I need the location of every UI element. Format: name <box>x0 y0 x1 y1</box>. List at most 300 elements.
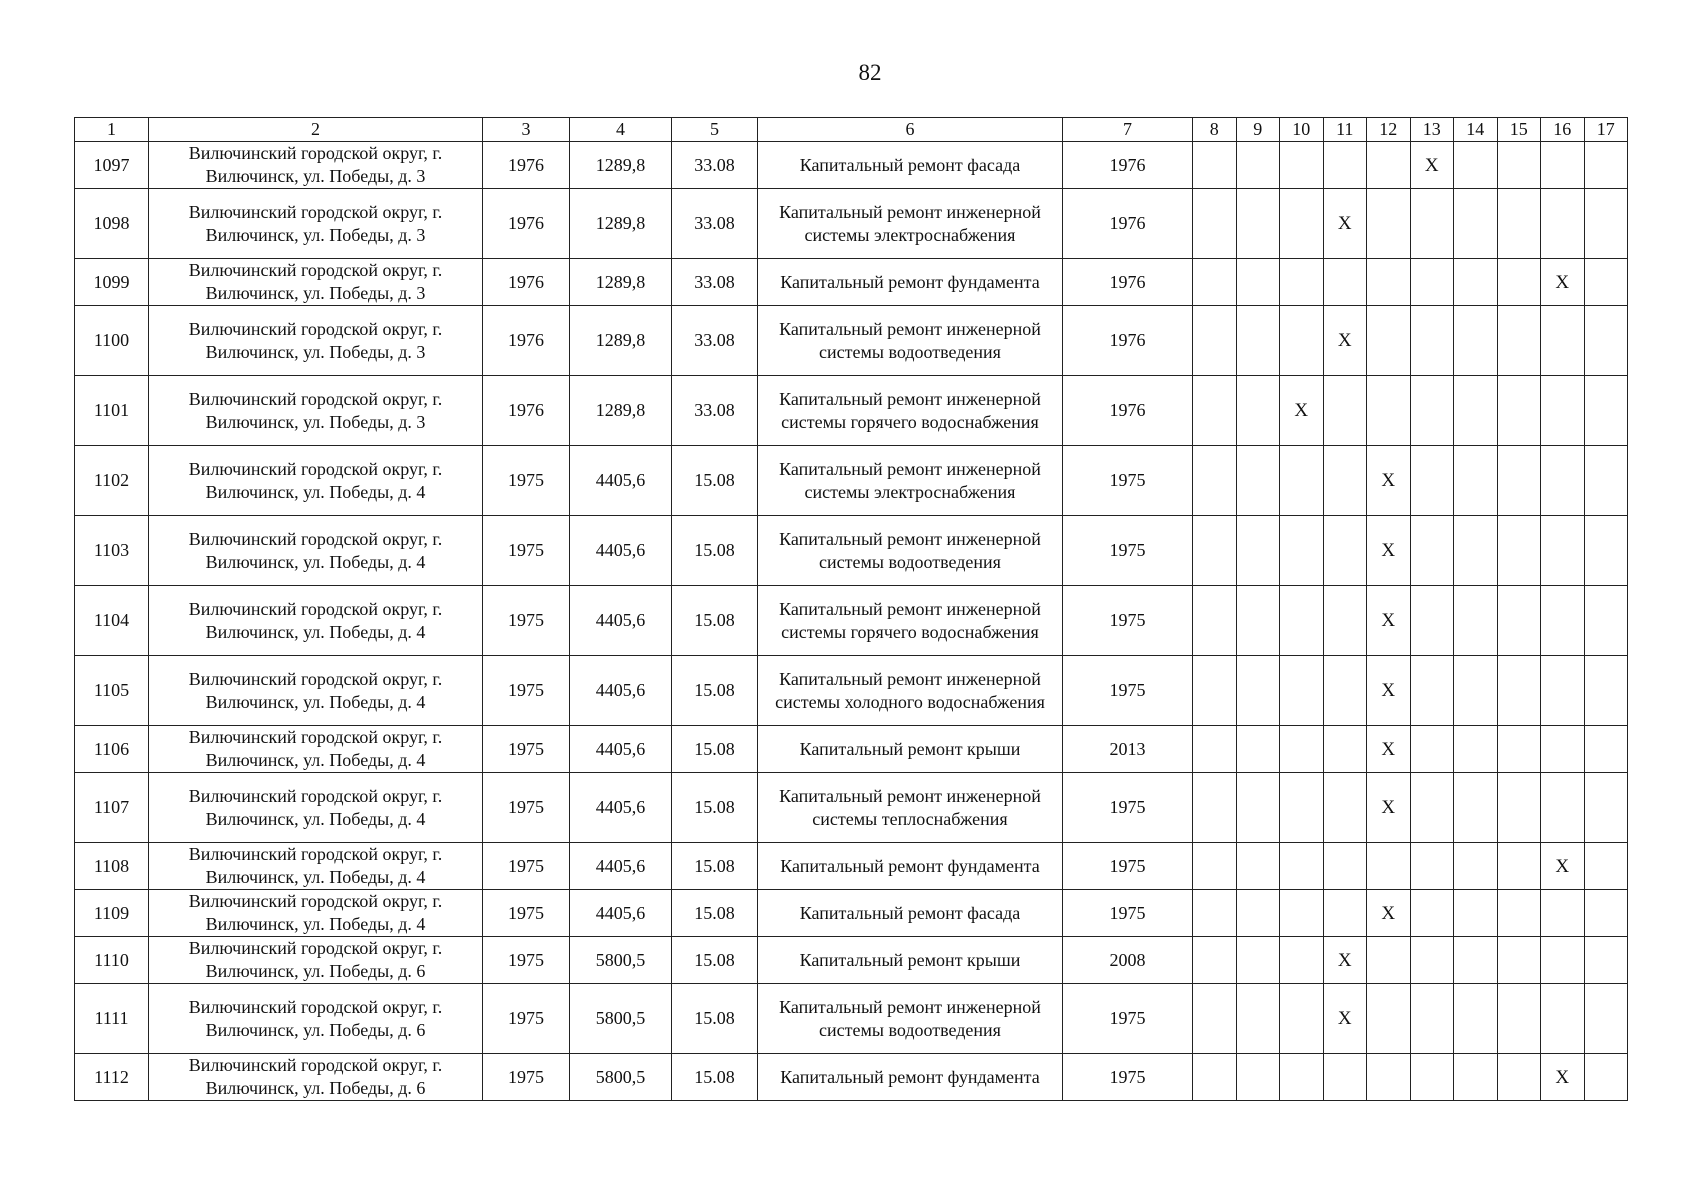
year-built-cell: 1976 <box>483 142 570 189</box>
work-type-cell: Капитальный ремонт фасада <box>758 142 1063 189</box>
schedule-cell-col-11 <box>1323 259 1367 306</box>
schedule-mark: X <box>1367 773 1411 843</box>
schedule-cell-col-12 <box>1367 189 1411 259</box>
schedule-cell-col-17 <box>1584 189 1628 259</box>
area-cell: 1289,8 <box>570 189 672 259</box>
table-row <box>75 259 1628 306</box>
work-type-cell: Капитальный ремонт крыши <box>758 937 1063 984</box>
schedule-cell-col-14 <box>1454 843 1498 890</box>
area-cell: 5800,5 <box>570 1054 672 1101</box>
table-row <box>75 516 1628 586</box>
table-row <box>75 306 1628 376</box>
schedule-cell-col-13 <box>1410 259 1454 306</box>
schedule-cell-col-11 <box>1323 1054 1367 1101</box>
schedule-cell-col-10 <box>1280 984 1324 1054</box>
schedule-cell-col-15 <box>1497 1054 1541 1101</box>
schedule-cell-col-12 <box>1367 142 1411 189</box>
row-number-cell: 1101 <box>75 376 149 446</box>
column-header-6: 6 <box>758 118 1063 142</box>
schedule-cell-col-9 <box>1236 984 1280 1054</box>
column-header-2: 2 <box>149 118 483 142</box>
table-row <box>75 726 1628 773</box>
address-cell: Вилючинский городской округ, г. Вилючинск, ул. Победы, д. 4 <box>149 446 483 516</box>
schedule-cell-col-10 <box>1280 516 1324 586</box>
year-built-cell: 1975 <box>483 984 570 1054</box>
column-header-16: 16 <box>1541 118 1585 142</box>
schedule-cell-col-15 <box>1497 843 1541 890</box>
column-header-9: 9 <box>1236 118 1280 142</box>
schedule-cell-col-10 <box>1280 773 1324 843</box>
address-cell: Вилючинский городской округ, г. Вилючинск, ул. Победы, д. 6 <box>149 1054 483 1101</box>
page-number: 82 <box>858 60 882 85</box>
code-cell: 33.08 <box>672 376 758 446</box>
column-header-13: 13 <box>1410 118 1454 142</box>
schedule-cell-col-15 <box>1497 259 1541 306</box>
table-row <box>75 773 1628 843</box>
schedule-cell-col-9 <box>1236 259 1280 306</box>
schedule-cell-col-13 <box>1410 516 1454 586</box>
schedule-cell-col-16 <box>1541 937 1585 984</box>
schedule-cell-col-14 <box>1454 656 1498 726</box>
schedule-cell-col-17 <box>1584 142 1628 189</box>
column-header-4: 4 <box>570 118 672 142</box>
schedule-cell-col-14 <box>1454 142 1498 189</box>
schedule-cell-col-9 <box>1236 189 1280 259</box>
year-repair-cell: 1975 <box>1063 843 1193 890</box>
schedule-cell-col-8 <box>1193 984 1237 1054</box>
schedule-cell-col-12 <box>1367 306 1411 376</box>
schedule-cell-col-15 <box>1497 586 1541 656</box>
schedule-cell-col-17 <box>1584 843 1628 890</box>
schedule-cell-col-9 <box>1236 1054 1280 1101</box>
schedule-mark: X <box>1280 376 1324 446</box>
area-cell: 4405,6 <box>570 446 672 516</box>
schedule-cell-col-14 <box>1454 586 1498 656</box>
year-repair-cell: 1975 <box>1063 984 1193 1054</box>
year-repair-cell: 1975 <box>1063 656 1193 726</box>
table-header <box>75 118 1628 142</box>
column-header-14: 14 <box>1454 118 1498 142</box>
schedule-cell-col-16 <box>1541 189 1585 259</box>
schedule-cell-col-8 <box>1193 189 1237 259</box>
code-cell: 15.08 <box>672 586 758 656</box>
address-cell: Вилючинский городской округ, г. Вилючинск, ул. Победы, д. 6 <box>149 937 483 984</box>
area-cell: 4405,6 <box>570 890 672 937</box>
area-cell: 5800,5 <box>570 937 672 984</box>
schedule-cell-col-17 <box>1584 984 1628 1054</box>
schedule-cell-col-17 <box>1584 586 1628 656</box>
address-cell: Вилючинский городской округ, г. Вилючинск, ул. Победы, д. 3 <box>149 259 483 306</box>
code-cell: 33.08 <box>672 142 758 189</box>
schedule-cell-col-14 <box>1454 984 1498 1054</box>
area-cell: 4405,6 <box>570 726 672 773</box>
schedule-cell-col-14 <box>1454 189 1498 259</box>
schedule-cell-col-13 <box>1410 726 1454 773</box>
schedule-cell-col-10 <box>1280 937 1324 984</box>
schedule-cell-col-11 <box>1323 726 1367 773</box>
schedule-mark: X <box>1367 890 1411 937</box>
schedule-cell-col-15 <box>1497 306 1541 376</box>
schedule-cell-col-9 <box>1236 516 1280 586</box>
schedule-cell-col-11 <box>1323 656 1367 726</box>
year-built-cell: 1976 <box>483 259 570 306</box>
schedule-cell-col-15 <box>1497 937 1541 984</box>
schedule-cell-col-14 <box>1454 306 1498 376</box>
schedule-cell-col-10 <box>1280 446 1324 516</box>
schedule-cell-col-13 <box>1410 446 1454 516</box>
row-number-cell: 1103 <box>75 516 149 586</box>
table-row <box>75 890 1628 937</box>
schedule-cell-col-9 <box>1236 726 1280 773</box>
schedule-cell-col-17 <box>1584 656 1628 726</box>
year-built-cell: 1975 <box>483 890 570 937</box>
schedule-cell-col-15 <box>1497 189 1541 259</box>
schedule-cell-col-11 <box>1323 446 1367 516</box>
year-built-cell: 1975 <box>483 843 570 890</box>
year-built-cell: 1976 <box>483 306 570 376</box>
address-cell: Вилючинский городской округ, г. Вилючинск, ул. Победы, д. 3 <box>149 306 483 376</box>
schedule-cell-col-17 <box>1584 1054 1628 1101</box>
schedule-cell-col-11 <box>1323 773 1367 843</box>
schedule-cell-col-16 <box>1541 656 1585 726</box>
year-repair-cell: 1975 <box>1063 890 1193 937</box>
address-cell: Вилючинский городской округ, г. Вилючинск, ул. Победы, д. 4 <box>149 773 483 843</box>
table-row <box>75 843 1628 890</box>
schedule-cell-col-11 <box>1323 376 1367 446</box>
schedule-cell-col-8 <box>1193 306 1237 376</box>
schedule-cell-col-12 <box>1367 376 1411 446</box>
schedule-cell-col-12 <box>1367 843 1411 890</box>
year-repair-cell: 2013 <box>1063 726 1193 773</box>
work-type-cell: Капитальный ремонт инженерной системы водоотведения <box>758 306 1063 376</box>
address-cell: Вилючинский городской округ, г. Вилючинск, ул. Победы, д. 3 <box>149 376 483 446</box>
work-type-cell: Капитальный ремонт фундамента <box>758 259 1063 306</box>
schedule-cell-col-14 <box>1454 937 1498 984</box>
year-built-cell: 1975 <box>483 516 570 586</box>
address-cell: Вилючинский городской округ, г. Вилючинск, ул. Победы, д. 4 <box>149 656 483 726</box>
code-cell: 15.08 <box>672 890 758 937</box>
area-cell: 1289,8 <box>570 376 672 446</box>
schedule-cell-col-8 <box>1193 843 1237 890</box>
work-type-cell: Капитальный ремонт инженерной системы горячего водоснабжения <box>758 376 1063 446</box>
schedule-cell-col-10 <box>1280 890 1324 937</box>
schedule-cell-col-11 <box>1323 586 1367 656</box>
schedule-cell-col-9 <box>1236 773 1280 843</box>
schedule-cell-col-8 <box>1193 656 1237 726</box>
schedule-cell-col-16 <box>1541 890 1585 937</box>
schedule-mark: X <box>1541 843 1585 890</box>
table-row <box>75 937 1628 984</box>
address-cell: Вилючинский городской округ, г. Вилючинск, ул. Победы, д. 3 <box>149 142 483 189</box>
schedule-cell-col-13 <box>1410 1054 1454 1101</box>
code-cell: 15.08 <box>672 937 758 984</box>
schedule-mark: X <box>1367 656 1411 726</box>
schedule-mark: X <box>1541 259 1585 306</box>
column-header-15: 15 <box>1497 118 1541 142</box>
schedule-cell-col-10 <box>1280 142 1324 189</box>
schedule-cell-col-9 <box>1236 142 1280 189</box>
year-repair-cell: 1976 <box>1063 259 1193 306</box>
column-header-7: 7 <box>1063 118 1193 142</box>
schedule-cell-col-12 <box>1367 937 1411 984</box>
year-repair-cell: 1976 <box>1063 306 1193 376</box>
year-repair-cell: 1976 <box>1063 142 1193 189</box>
schedule-cell-col-16 <box>1541 586 1585 656</box>
table-body <box>75 142 1628 1101</box>
schedule-cell-col-17 <box>1584 516 1628 586</box>
code-cell: 33.08 <box>672 259 758 306</box>
column-header-3: 3 <box>483 118 570 142</box>
column-header-1: 1 <box>75 118 149 142</box>
row-number-cell: 1109 <box>75 890 149 937</box>
row-number-cell: 1111 <box>75 984 149 1054</box>
schedule-mark: X <box>1410 142 1454 189</box>
year-repair-cell: 1975 <box>1063 586 1193 656</box>
table-row <box>75 142 1628 189</box>
year-repair-cell: 1975 <box>1063 516 1193 586</box>
schedule-cell-col-16 <box>1541 726 1585 773</box>
work-type-cell: Капитальный ремонт инженерной системы электроснабжения <box>758 446 1063 516</box>
area-cell: 1289,8 <box>570 142 672 189</box>
year-built-cell: 1975 <box>483 586 570 656</box>
work-type-cell: Капитальный ремонт крыши <box>758 726 1063 773</box>
column-header-5: 5 <box>672 118 758 142</box>
schedule-cell-col-14 <box>1454 1054 1498 1101</box>
address-cell: Вилючинский городской округ, г. Вилючинск, ул. Победы, д. 4 <box>149 586 483 656</box>
year-built-cell: 1975 <box>483 937 570 984</box>
row-number-cell: 1100 <box>75 306 149 376</box>
schedule-cell-col-14 <box>1454 376 1498 446</box>
schedule-mark: X <box>1367 516 1411 586</box>
code-cell: 15.08 <box>672 843 758 890</box>
schedule-cell-col-9 <box>1236 586 1280 656</box>
work-type-cell: Капитальный ремонт фасада <box>758 890 1063 937</box>
code-cell: 15.08 <box>672 773 758 843</box>
schedule-cell-col-8 <box>1193 142 1237 189</box>
schedule-cell-col-8 <box>1193 516 1237 586</box>
area-cell: 5800,5 <box>570 984 672 1054</box>
column-header-12: 12 <box>1367 118 1411 142</box>
address-cell: Вилючинский городской округ, г. Вилючинск, ул. Победы, д. 4 <box>149 843 483 890</box>
schedule-cell-col-13 <box>1410 937 1454 984</box>
schedule-cell-col-8 <box>1193 586 1237 656</box>
schedule-cell-col-8 <box>1193 726 1237 773</box>
table-row <box>75 446 1628 516</box>
row-number-cell: 1097 <box>75 142 149 189</box>
work-type-cell: Капитальный ремонт фундамента <box>758 1054 1063 1101</box>
schedule-mark: X <box>1367 446 1411 516</box>
address-cell: Вилючинский городской округ, г. Вилючинск, ул. Победы, д. 4 <box>149 516 483 586</box>
code-cell: 15.08 <box>672 446 758 516</box>
column-header-17: 17 <box>1584 118 1628 142</box>
schedule-cell-col-14 <box>1454 259 1498 306</box>
schedule-cell-col-15 <box>1497 890 1541 937</box>
schedule-cell-col-8 <box>1193 773 1237 843</box>
schedule-cell-col-17 <box>1584 890 1628 937</box>
schedule-cell-col-16 <box>1541 773 1585 843</box>
schedule-cell-col-8 <box>1193 259 1237 306</box>
schedule-cell-col-17 <box>1584 376 1628 446</box>
schedule-cell-col-11 <box>1323 516 1367 586</box>
code-cell: 15.08 <box>672 1054 758 1101</box>
schedule-cell-col-17 <box>1584 937 1628 984</box>
work-type-cell: Капитальный ремонт инженерной системы теплоснабжения <box>758 773 1063 843</box>
schedule-mark: X <box>1541 1054 1585 1101</box>
row-number-cell: 1110 <box>75 937 149 984</box>
schedule-cell-col-15 <box>1497 446 1541 516</box>
schedule-cell-col-10 <box>1280 189 1324 259</box>
year-repair-cell: 2008 <box>1063 937 1193 984</box>
schedule-cell-col-13 <box>1410 984 1454 1054</box>
schedule-cell-col-16 <box>1541 446 1585 516</box>
year-built-cell: 1976 <box>483 189 570 259</box>
schedule-mark: X <box>1323 189 1367 259</box>
schedule-cell-col-15 <box>1497 726 1541 773</box>
schedule-cell-col-16 <box>1541 306 1585 376</box>
schedule-cell-col-9 <box>1236 656 1280 726</box>
schedule-cell-col-16 <box>1541 984 1585 1054</box>
schedule-cell-col-15 <box>1497 516 1541 586</box>
year-repair-cell: 1975 <box>1063 446 1193 516</box>
schedule-cell-col-9 <box>1236 843 1280 890</box>
area-cell: 4405,6 <box>570 656 672 726</box>
schedule-cell-col-10 <box>1280 843 1324 890</box>
code-cell: 15.08 <box>672 516 758 586</box>
schedule-cell-col-11 <box>1323 843 1367 890</box>
year-repair-cell: 1975 <box>1063 1054 1193 1101</box>
schedule-cell-col-14 <box>1454 516 1498 586</box>
area-cell: 4405,6 <box>570 516 672 586</box>
schedule-mark: X <box>1323 984 1367 1054</box>
work-type-cell: Капитальный ремонт инженерной системы холодного водоснабжения <box>758 656 1063 726</box>
schedule-cell-col-16 <box>1541 142 1585 189</box>
code-cell: 15.08 <box>672 726 758 773</box>
address-cell: Вилючинский городской округ, г. Вилючинск, ул. Победы, д. 3 <box>149 189 483 259</box>
schedule-cell-col-10 <box>1280 656 1324 726</box>
schedule-cell-col-17 <box>1584 773 1628 843</box>
year-repair-cell: 1975 <box>1063 773 1193 843</box>
table-row <box>75 1054 1628 1101</box>
schedule-cell-col-14 <box>1454 890 1498 937</box>
row-number-cell: 1107 <box>75 773 149 843</box>
year-repair-cell: 1976 <box>1063 189 1193 259</box>
schedule-cell-col-17 <box>1584 726 1628 773</box>
schedule-cell-col-9 <box>1236 376 1280 446</box>
schedule-cell-col-13 <box>1410 890 1454 937</box>
repair-schedule-table <box>74 117 1628 1101</box>
work-type-cell: Капитальный ремонт инженерной системы водоотведения <box>758 984 1063 1054</box>
area-cell: 4405,6 <box>570 586 672 656</box>
schedule-cell-col-10 <box>1280 726 1324 773</box>
schedule-cell-col-10 <box>1280 306 1324 376</box>
schedule-mark: X <box>1367 586 1411 656</box>
address-cell: Вилючинский городской округ, г. Вилючинск, ул. Победы, д. 4 <box>149 890 483 937</box>
schedule-cell-col-9 <box>1236 890 1280 937</box>
work-type-cell: Капитальный ремонт инженерной системы водоотведения <box>758 516 1063 586</box>
schedule-cell-col-13 <box>1410 843 1454 890</box>
schedule-mark: X <box>1367 726 1411 773</box>
row-number-cell: 1112 <box>75 1054 149 1101</box>
year-repair-cell: 1976 <box>1063 376 1193 446</box>
year-built-cell: 1976 <box>483 376 570 446</box>
table-row <box>75 189 1628 259</box>
table-row <box>75 586 1628 656</box>
schedule-cell-col-11 <box>1323 142 1367 189</box>
schedule-cell-col-13 <box>1410 773 1454 843</box>
schedule-cell-col-13 <box>1410 586 1454 656</box>
row-number-cell: 1108 <box>75 843 149 890</box>
schedule-cell-col-15 <box>1497 142 1541 189</box>
schedule-cell-col-17 <box>1584 259 1628 306</box>
code-cell: 15.08 <box>672 984 758 1054</box>
code-cell: 33.08 <box>672 306 758 376</box>
column-header-10: 10 <box>1280 118 1324 142</box>
schedule-cell-col-15 <box>1497 656 1541 726</box>
schedule-cell-col-15 <box>1497 376 1541 446</box>
row-number-cell: 1102 <box>75 446 149 516</box>
schedule-cell-col-17 <box>1584 306 1628 376</box>
schedule-cell-col-12 <box>1367 259 1411 306</box>
schedule-cell-col-13 <box>1410 189 1454 259</box>
schedule-cell-col-9 <box>1236 446 1280 516</box>
year-built-cell: 1975 <box>483 656 570 726</box>
schedule-mark: X <box>1323 306 1367 376</box>
year-built-cell: 1975 <box>483 1054 570 1101</box>
schedule-cell-col-11 <box>1323 890 1367 937</box>
schedule-cell-col-13 <box>1410 376 1454 446</box>
schedule-cell-col-8 <box>1193 890 1237 937</box>
schedule-cell-col-14 <box>1454 773 1498 843</box>
table-row <box>75 376 1628 446</box>
schedule-cell-col-10 <box>1280 259 1324 306</box>
schedule-cell-col-8 <box>1193 937 1237 984</box>
schedule-cell-col-10 <box>1280 1054 1324 1101</box>
area-cell: 1289,8 <box>570 259 672 306</box>
area-cell: 4405,6 <box>570 773 672 843</box>
schedule-cell-col-14 <box>1454 446 1498 516</box>
schedule-cell-col-12 <box>1367 984 1411 1054</box>
schedule-cell-col-9 <box>1236 937 1280 984</box>
schedule-cell-col-8 <box>1193 1054 1237 1101</box>
schedule-cell-col-17 <box>1584 446 1628 516</box>
row-number-cell: 1105 <box>75 656 149 726</box>
year-built-cell: 1975 <box>483 773 570 843</box>
schedule-cell-col-13 <box>1410 306 1454 376</box>
row-number-cell: 1099 <box>75 259 149 306</box>
column-header-8: 8 <box>1193 118 1237 142</box>
address-cell: Вилючинский городской округ, г. Вилючинск, ул. Победы, д. 4 <box>149 726 483 773</box>
schedule-cell-col-16 <box>1541 376 1585 446</box>
work-type-cell: Капитальный ремонт инженерной системы горячего водоснабжения <box>758 586 1063 656</box>
schedule-cell-col-13 <box>1410 656 1454 726</box>
work-type-cell: Капитальный ремонт инженерной системы электроснабжения <box>758 189 1063 259</box>
schedule-cell-col-15 <box>1497 773 1541 843</box>
schedule-cell-col-8 <box>1193 446 1237 516</box>
row-number-cell: 1098 <box>75 189 149 259</box>
header-row <box>75 118 1628 142</box>
area-cell: 4405,6 <box>570 843 672 890</box>
schedule-cell-col-9 <box>1236 306 1280 376</box>
schedule-cell-col-8 <box>1193 376 1237 446</box>
address-cell: Вилючинский городской округ, г. Вилючинск, ул. Победы, д. 6 <box>149 984 483 1054</box>
row-number-cell: 1106 <box>75 726 149 773</box>
code-cell: 15.08 <box>672 656 758 726</box>
schedule-cell-col-14 <box>1454 726 1498 773</box>
column-header-11: 11 <box>1323 118 1367 142</box>
schedule-cell-col-10 <box>1280 586 1324 656</box>
area-cell: 1289,8 <box>570 306 672 376</box>
year-built-cell: 1975 <box>483 726 570 773</box>
